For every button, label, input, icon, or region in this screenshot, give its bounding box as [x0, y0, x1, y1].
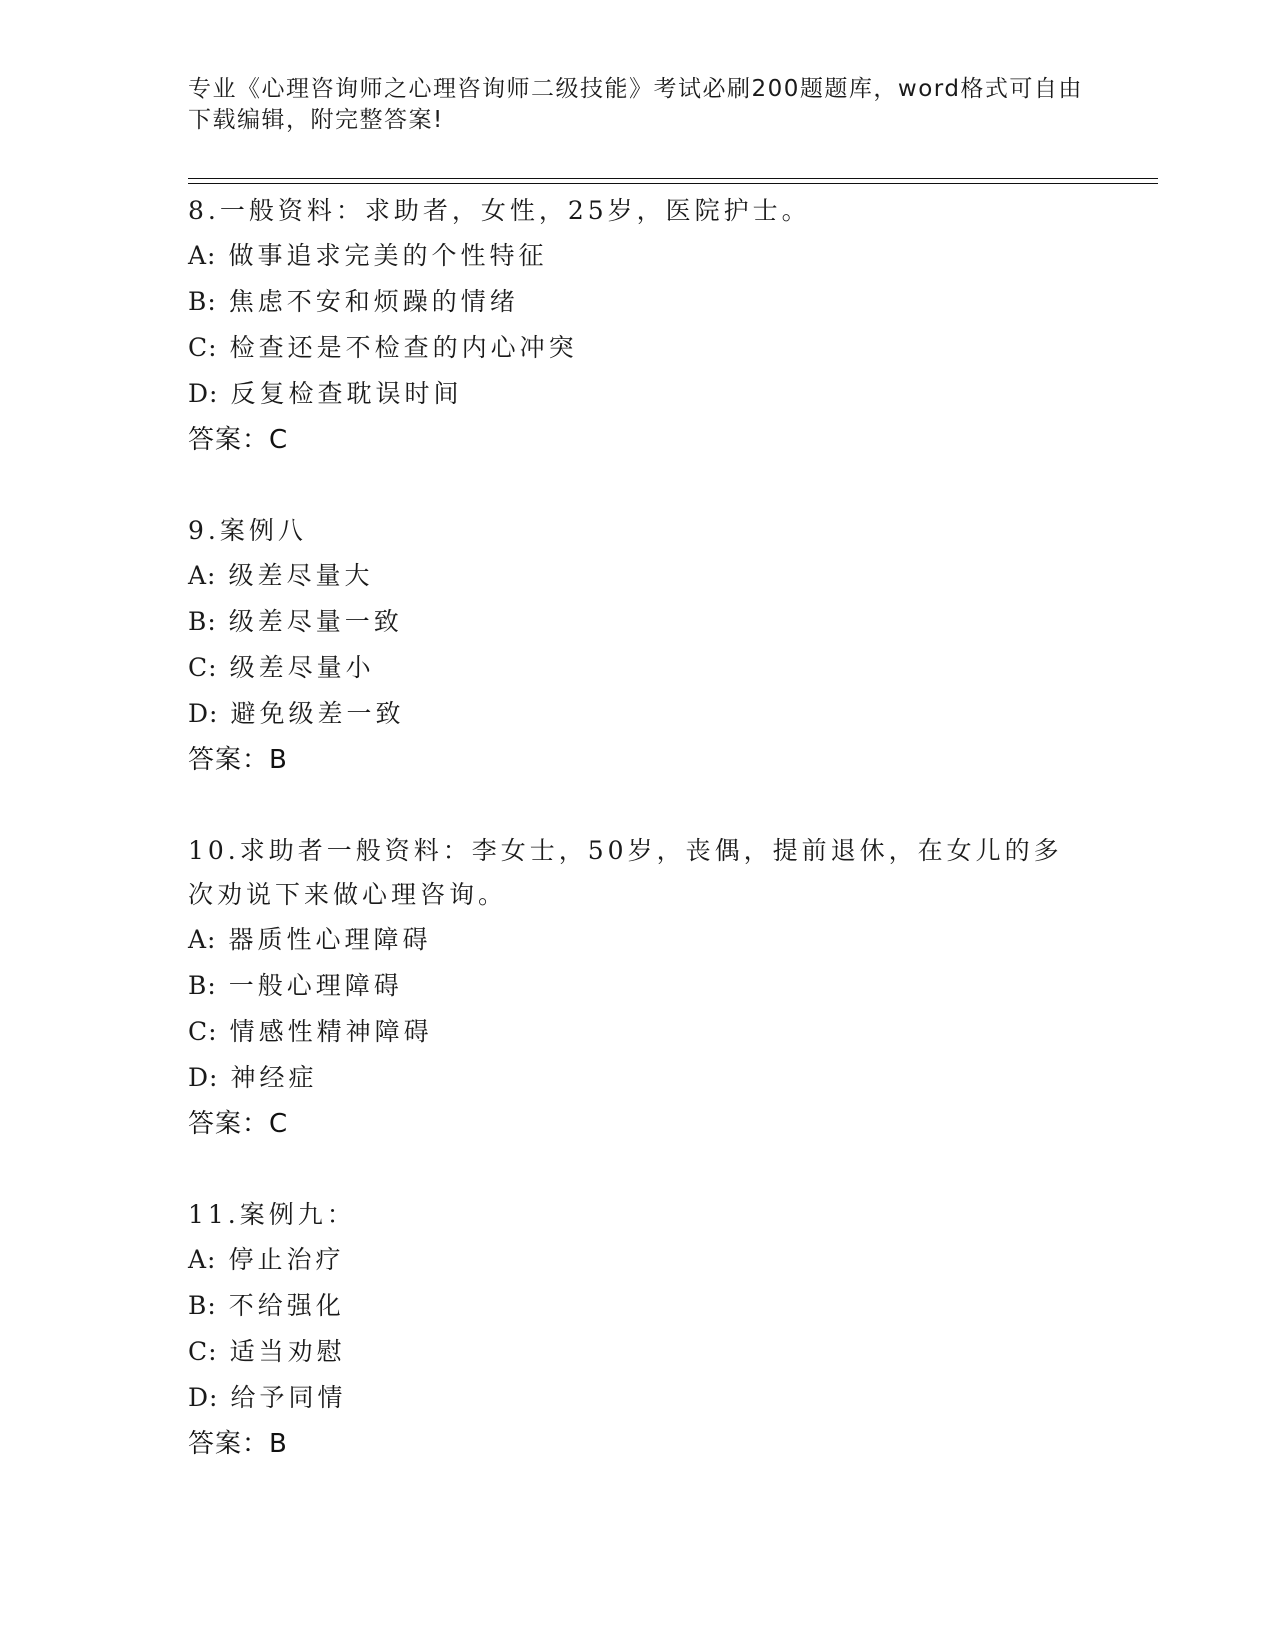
answer-value: C — [269, 425, 289, 455]
option-text: 检查还是不检查的内心冲突 — [229, 333, 578, 362]
option-key: D: — [188, 699, 219, 728]
option-c — [188, 645, 1088, 691]
option-d — [188, 1055, 1088, 1101]
option-key: D: — [188, 1063, 219, 1092]
option-key: D: — [188, 379, 219, 408]
question-item — [188, 829, 1088, 1147]
option-text: 一般心理障碍 — [228, 971, 403, 1000]
answer-value: C — [269, 1109, 289, 1139]
option-key: B: — [188, 971, 217, 1000]
option-key: A: — [188, 561, 217, 590]
answer-value: B — [269, 1429, 288, 1459]
answer-line — [188, 1101, 1088, 1147]
option-c — [188, 1009, 1088, 1055]
option-text: 器质性心理障碍 — [228, 925, 432, 954]
answer-line — [188, 1421, 1088, 1467]
option-key: C: — [188, 333, 218, 362]
option-key: B: — [188, 607, 217, 636]
option-text: 神经症 — [230, 1063, 318, 1092]
option-b — [188, 599, 1088, 645]
header-divider-bottom — [188, 183, 1158, 184]
answer-line — [188, 737, 1088, 783]
answer-label: 答案： — [188, 425, 270, 455]
option-text: 级差尽量一致 — [228, 607, 403, 636]
option-text: 适当劝慰 — [229, 1337, 346, 1366]
option-b — [188, 279, 1088, 325]
option-key: C: — [188, 1337, 218, 1366]
question-item — [188, 509, 1088, 783]
question-stem: 11.案例九： — [188, 1200, 356, 1229]
question-list — [188, 189, 1088, 1513]
answer-label: 答案： — [188, 1429, 270, 1459]
option-key: C: — [188, 653, 218, 682]
option-a — [188, 917, 1088, 963]
question-item — [188, 189, 1088, 463]
option-a — [188, 553, 1088, 599]
question-item — [188, 1193, 1088, 1467]
option-text: 给予同情 — [230, 1383, 347, 1412]
answer-label: 答案： — [188, 1109, 270, 1139]
option-text: 不给强化 — [228, 1291, 345, 1320]
option-d — [188, 371, 1088, 417]
question-stem: 10.求助者一般资料：李女士，50岁，丧偶，提前退休，在女儿的多次劝说下来做心理咨询。 — [188, 836, 1063, 909]
answer-value: B — [269, 745, 288, 775]
option-key: A: — [188, 925, 217, 954]
option-text: 反复检查耽误时间 — [230, 379, 463, 408]
option-c — [188, 1329, 1088, 1375]
option-text: 停止治疗 — [228, 1245, 345, 1274]
option-b — [188, 963, 1088, 1009]
option-a — [188, 233, 1088, 279]
question-stem: 9.案例八 — [188, 516, 307, 545]
option-key: B: — [188, 287, 217, 316]
option-key: B: — [188, 1291, 217, 1320]
option-d — [188, 1375, 1088, 1421]
option-d — [188, 691, 1088, 737]
option-key: A: — [188, 1245, 217, 1274]
option-key: C: — [188, 1017, 218, 1046]
answer-line — [188, 417, 1088, 463]
option-text: 避免级差一致 — [230, 699, 405, 728]
option-a — [188, 1237, 1088, 1283]
option-text: 做事追求完美的个性特征 — [228, 241, 548, 270]
header-divider-top — [188, 178, 1158, 179]
question-stem: 8.一般资料：求助者，女性，25岁，医院护士。 — [188, 196, 811, 225]
option-text: 级差尽量大 — [228, 561, 374, 590]
option-key: D: — [188, 1383, 219, 1412]
option-text: 焦虑不安和烦躁的情绪 — [228, 287, 519, 316]
document-header: 专业《心理咨询师之心理咨询师二级技能》考试必刷200题题库，word格式可自由下载编辑，附完整答案! — [188, 76, 1083, 133]
option-text: 情感性精神障碍 — [229, 1017, 433, 1046]
option-key: A: — [188, 241, 217, 270]
option-text: 级差尽量小 — [229, 653, 375, 682]
option-c — [188, 325, 1088, 371]
option-b — [188, 1283, 1088, 1329]
answer-label: 答案： — [188, 745, 270, 775]
